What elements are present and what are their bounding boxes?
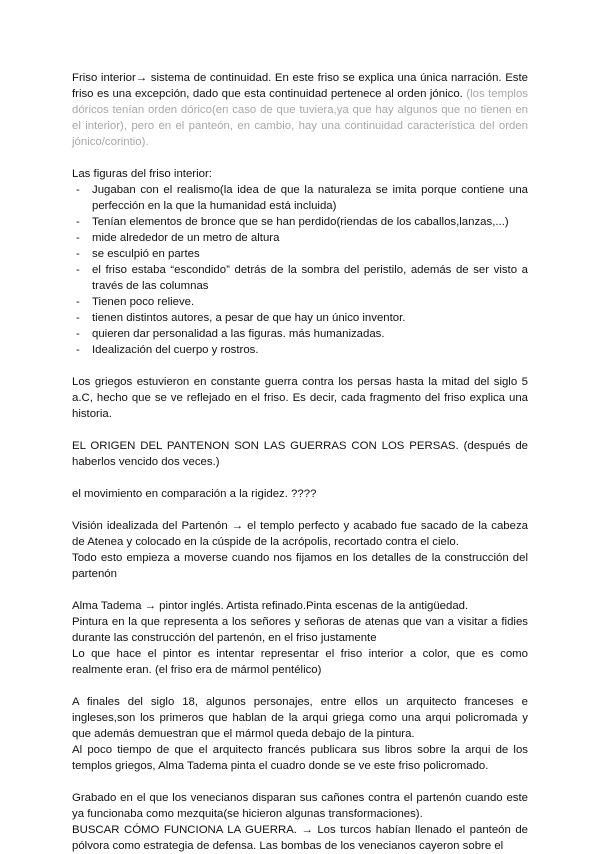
- paragraph-vision: Visión idealizada del Partenón → el templo perfecto y acabado fue sacado de la cabeza de Atenea y colocado en la cúspide de la acrópolis, recortado contra el cielo.: [72, 520, 528, 548]
- spacer: [72, 358, 528, 374]
- paragraph-arquitecto-frances: Al poco tiempo de que el arquitecto francés publicara sus libros sobre la arqui de los templos griegos, Alma Tadema pinta el cuadro donde se ve este friso policromado.: [72, 744, 528, 772]
- paragraph-griegos: Los griegos estuvieron en constante guerra contra los persas hasta la mitad del siglo 5 a.C, hecho que se ve reflejado en el friso. Es decir, cada fragmento del friso explica una historia.: [72, 376, 528, 420]
- list-item: - Idealización del cuerpo y rostros.: [72, 342, 528, 358]
- figures-list: [72, 182, 528, 358]
- friso-interior-text: Friso interior→ sistema de continuidad. En este friso se explica una única narración. Este friso es una excepción, dado que esta continuidad pertenece al orden jónico.: [72, 72, 528, 100]
- paragraph-finales-siglo: A finales del siglo 18, algunos personajes, entre ellos un arquitecto franceses e ingleses,son los primeros que hablan de la arqui griega como una arqui policromada y que además demuestran que el mármol queda debajo de la pintura.: [72, 696, 528, 740]
- paragraph-alma-tadema: Alma Tadema → pintor inglés. Artista refinado.Pinta escenas de la antigüedad.: [72, 600, 469, 612]
- spacer: [72, 582, 528, 598]
- list-item: - tienen distintos autores, a pesar de que hay un único inventor.: [72, 310, 528, 326]
- document-body: [72, 70, 528, 854]
- figures-heading: Las figuras del friso interior:: [72, 168, 212, 180]
- list-item: - se esculpió en partes: [72, 246, 528, 262]
- paragraph-movimiento: el movimiento en comparación a la rigidez. ????: [72, 488, 317, 500]
- paragraph-buscar-guerra: BUSCAR CÓMO FUNCIONA LA GUERRA. → Los turcos habían llenado el panteón de pólvora como estrategia de defensa. Las bombas de los venecianos cayeron sobre el: [72, 824, 528, 852]
- paragraph-vision-detalles: Todo esto empieza a moverse cuando nos fijamos en los detalles de la construcción del partenón: [72, 552, 528, 580]
- paragraph-grabado: Grabado en el que los venecianos disparan sus cañones contra el partenón cuando este ya funcionaba como mezquita(se hicieron algunas transformaciones).: [72, 792, 528, 820]
- spacer: [72, 678, 528, 694]
- spacer: [72, 774, 528, 790]
- spacer: [72, 470, 528, 486]
- list-item: - el friso estaba “escondido” detrás de la sombra del peristilo, además de ser visto a través de las columnas: [72, 262, 528, 294]
- paragraph-pintura: Pintura en la que representa a los señores y señoras de atenas que van a visitar a fidies durante las construcción del partenón, en el friso justamente: [72, 616, 528, 644]
- spacer: [72, 422, 528, 438]
- list-item: - Tenían elementos de bronce que se han perdido(riendas de los caballos,lanzas,...): [72, 214, 528, 230]
- spacer: [72, 150, 528, 166]
- paragraph-origen: EL ORIGEN DEL PANTENON SON LAS GUERRAS CON LOS PERSAS. (después de haberlos vencido dos veces.): [72, 440, 528, 468]
- list-item: - mide alrededor de un metro de altura: [72, 230, 528, 246]
- list-item: - Tienen poco relieve.: [72, 294, 528, 310]
- friso-interior-aside: (los templos dóricos tenían orden dórico(en caso de que tuviera,ya que hay algunos que no tienen en el interior), pero en el panteón, en cambio, hay una continuidad característica del orden jónico/corintio).: [72, 88, 528, 148]
- paragraph-pintor-color: Lo que hace el pintor es intentar representar el friso interior a color, que es como realmente eran. (el friso era de mármol pentélico): [72, 648, 528, 676]
- spacer: [72, 502, 528, 518]
- paragraph-friso-interior: [72, 70, 528, 150]
- list-item: - Jugaban con el realismo(la idea de que la naturaleza se imita porque contiene una perfección en la que la humanidad está incluida): [72, 182, 528, 214]
- list-item: - quieren dar personalidad a las figuras. más humanizadas.: [72, 326, 528, 342]
